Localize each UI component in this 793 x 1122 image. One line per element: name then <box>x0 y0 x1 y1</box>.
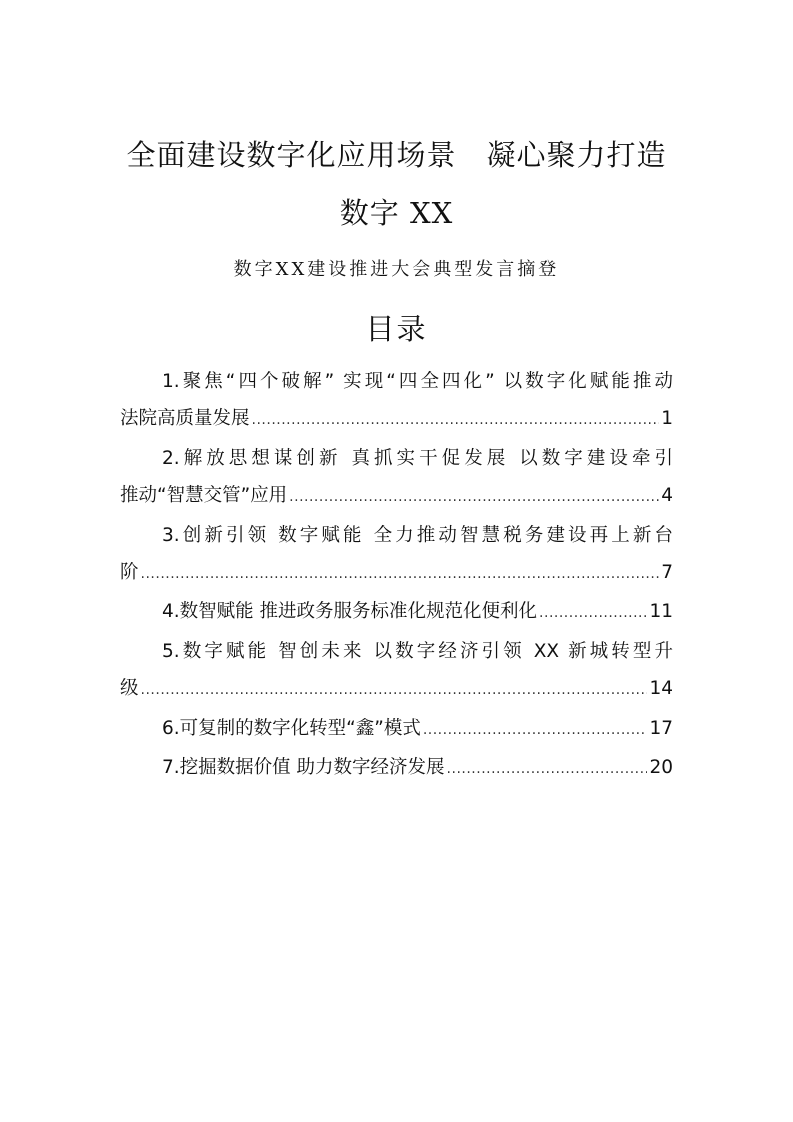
toc-entry-title: 2.解放思想谋创新 真抓实干促发展 以数字建设牵引 <box>162 447 673 469</box>
toc-page-number: 17 <box>649 717 673 739</box>
dot-leader <box>289 477 659 516</box>
document-title-line-1: 全面建设数字化应用场景 凝心聚力打造 <box>126 138 667 172</box>
toc-entry-last-line <box>120 477 673 516</box>
dot-leader <box>423 710 648 749</box>
document-subtitle: 数字XX建设推进大会典型发言摘登 <box>233 259 560 280</box>
dot-leader <box>141 554 660 593</box>
dot-leader <box>447 749 648 788</box>
dot-leader <box>141 670 648 709</box>
toc-entry-title: 5.数字赋能 智创未来 以数字经济引领 XX 新城转型升 <box>162 640 673 662</box>
dot-leader <box>252 400 660 439</box>
toc-entry-title: 7.挖掘数据价值 助力数字经济发展 <box>162 757 445 779</box>
toc-entry-title: 3.创新引领 数字赋能 全力推动智慧税务建设再上新台 <box>162 524 673 546</box>
toc-entry-title-cont: 级 <box>120 678 139 700</box>
toc-entry-title-cont: 推动“智慧交管”应用 <box>120 485 288 507</box>
toc-entry-5[interactable] <box>120 633 673 710</box>
toc-page-number: 1 <box>661 408 673 430</box>
toc-entry-last-line <box>120 749 673 788</box>
toc-entry-last-line <box>120 554 673 593</box>
dot-leader <box>539 593 647 632</box>
toc-page-number: 4 <box>661 485 673 507</box>
document-title-line-2: 数字 XX <box>339 196 454 230</box>
toc-page-number: 14 <box>649 678 673 700</box>
toc-entry-title: 6.可复制的数字化转型“鑫”模式 <box>162 717 421 739</box>
toc-entry-last-line <box>120 710 673 749</box>
toc-entry-3[interactable] <box>120 517 673 594</box>
toc-entry-last-line <box>120 593 673 632</box>
toc-entry-title: 4.数智赋能 推进政务服务标准化规范化便利化 <box>162 601 538 623</box>
toc-entry-title-cont: 阶 <box>120 562 139 584</box>
toc-entry-title: 1.聚焦“四个破解” 实现“四全四化” 以数字化赋能推动 <box>162 371 673 392</box>
toc-entry-last-line <box>120 670 673 709</box>
toc-entry-2[interactable] <box>120 440 673 517</box>
toc-heading: 目录 <box>365 312 428 346</box>
toc-entry-4[interactable] <box>120 593 673 632</box>
toc-entry-6[interactable] <box>120 710 673 749</box>
toc-entry-title-cont: 法院高质量发展 <box>120 408 250 430</box>
table-of-contents <box>120 363 673 788</box>
toc-page-number: 7 <box>661 562 673 584</box>
toc-page-number: 11 <box>649 601 673 623</box>
toc-page-number: 20 <box>649 757 673 779</box>
toc-entry-1[interactable] <box>120 363 673 440</box>
toc-entry-last-line <box>120 400 673 439</box>
toc-entry-7[interactable] <box>120 749 673 788</box>
